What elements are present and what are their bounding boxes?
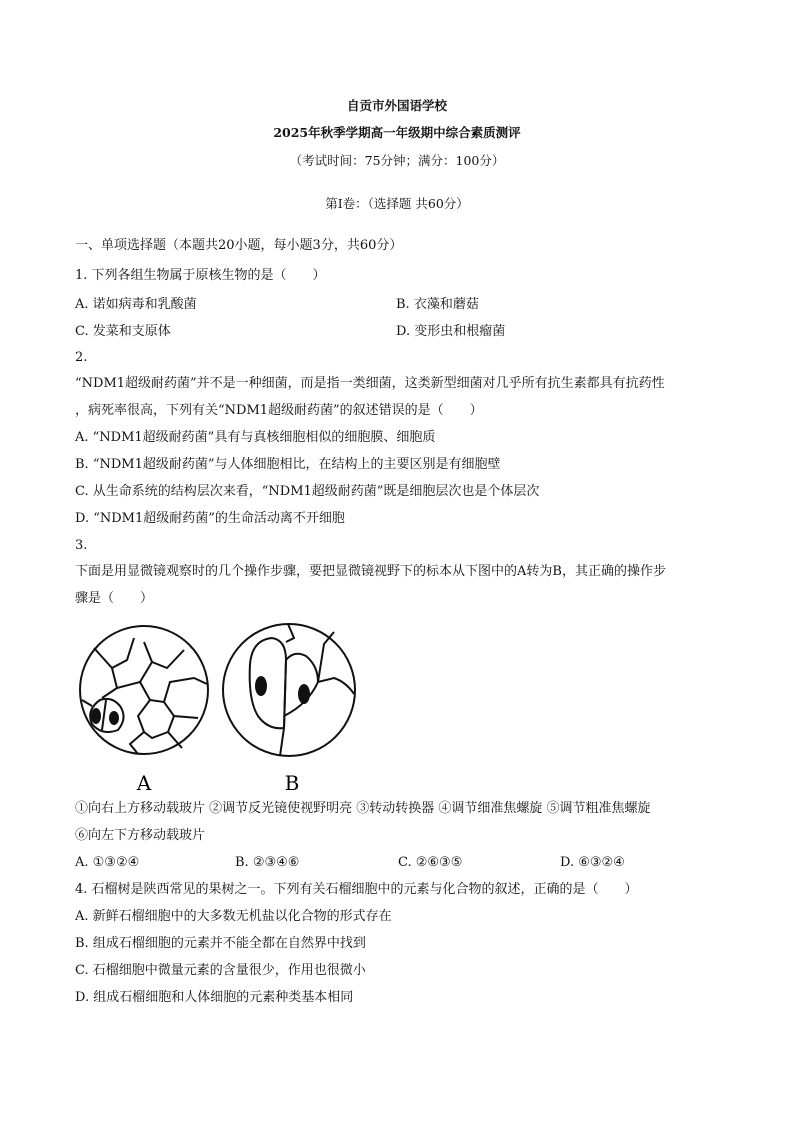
- q2-stem-line1: “NDM1超级耐药菌”并不是一种细菌，而是指一类细菌，这类新型细菌对几乎所有抗生素都具有抗药性: [75, 376, 665, 391]
- microscope-fields-svg: [72, 620, 372, 798]
- volume-heading: 第Ⅰ卷：（选择题 共60分）: [325, 196, 469, 211]
- q1-option-a: A. 诺如病毒和乳酸菌: [75, 297, 197, 312]
- field-a-label: A: [136, 771, 152, 795]
- q2-option-b: B. “NDM1超级耐药菌”与人体细胞相比，在结构上的主要区别是有细胞壁: [75, 457, 501, 472]
- school-name: 自贡市外国语学校: [346, 98, 447, 113]
- field-a: [80, 626, 208, 754]
- q3-stem-line2: 骤是（ ）: [75, 591, 154, 606]
- cell-b-nucleus-left: [255, 676, 267, 696]
- q1-option-b: B. 衣藻和蘑菇: [396, 297, 479, 312]
- q2-number: 2.: [75, 350, 88, 365]
- q3-number: 3.: [75, 538, 88, 553]
- q1-option-d: D. 变形虫和根瘤菌: [396, 324, 506, 339]
- q4-option-c: C. 石榴细胞中微量元素的含量很少，作用也很微小: [75, 963, 366, 978]
- q1-stem: 1. 下列各组生物属于原核生物的是（ ）: [75, 268, 326, 283]
- q3-steps-line1: ①向右上方移动载玻片 ②调节反光镜使视野明亮 ③转动转换器 ④调节细准焦螺旋 ⑤调节粗准焦螺旋: [75, 801, 651, 816]
- q4-option-b: B. 组成石榴细胞的元素并不能全都在自然界中找到: [75, 936, 366, 951]
- q4-option-a: A. 新鲜石榴细胞中的大多数无机盐以化合物的形式存在: [75, 909, 392, 924]
- q2-option-a: A. “NDM1超级耐药菌”具有与真核细胞相似的细胞膜、细胞质: [75, 430, 436, 445]
- q4-stem: 4. 石榴树是陕西常见的果树之一。下列有关石榴细胞中的元素与化合物的叙述，正确的是（ ）: [75, 882, 638, 897]
- section-heading: 一、单项选择题（本题共20小题，每小题3分，共60分）: [75, 238, 403, 253]
- q1-option-c: C. 发菜和支原体: [75, 324, 171, 339]
- q3-steps-line2: ⑥向左下方移动载玻片: [75, 828, 206, 843]
- field-b: [223, 624, 355, 756]
- q3-option-d: D. ⑥③②④: [560, 855, 625, 870]
- q2-option-c: C. 从生命系统的结构层次来看，“NDM1超级耐药菌”既是细胞层次也是个体层次: [75, 484, 540, 499]
- exam-title: 2025年秋季学期高一年级期中综合素质测评: [273, 125, 521, 140]
- cell-b-nucleus-right: [298, 684, 310, 704]
- q2-option-d: D. “NDM1超级耐药菌”的生命活动离不开细胞: [75, 511, 345, 526]
- q3-option-a: A. ①③②④: [75, 855, 140, 870]
- q3-stem-line1: 下面是用显微镜观察时的几个操作步骤，要把显微镜视野下的标本从下图中的A转为B，其正确的操作步: [75, 564, 666, 579]
- q3-option-b: B. ②③④⑥: [235, 855, 300, 870]
- microscope-figure: [72, 620, 372, 798]
- field-b-label: B: [284, 771, 300, 795]
- q4-option-d: D. 组成石榴细胞和人体细胞的元素种类基本相同: [75, 990, 354, 1005]
- exam-info: （考试时间：75分钟；满分：100分）: [289, 153, 505, 168]
- cell-a: [90, 699, 123, 732]
- q2-stem-line2: ，病死率很高，下列有关“NDM1超级耐药菌”的叙述错误的是（ ）: [75, 403, 483, 418]
- q3-option-c: C. ②⑥③⑤: [398, 855, 463, 870]
